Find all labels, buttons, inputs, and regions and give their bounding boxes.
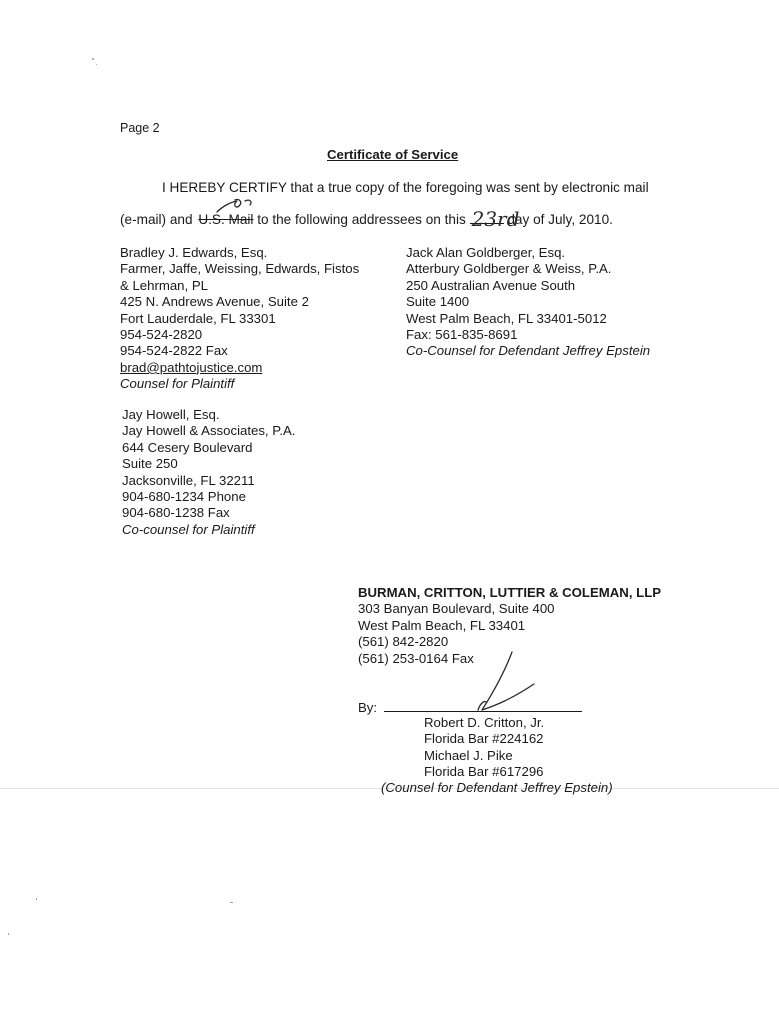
edwards-street: 425 N. Andrews Avenue, Suite 2 bbox=[120, 294, 309, 310]
firm-fax: (561) 253-0164 Fax bbox=[358, 650, 474, 666]
struck-delivery-method: U.S. Mail bbox=[198, 212, 254, 227]
date-blank bbox=[470, 207, 520, 231]
goldberger-role: Co-Counsel for Defendant Jeffrey Epstein bbox=[406, 343, 651, 359]
edwards-role: Counsel for Plaintiff bbox=[120, 376, 235, 392]
edwards-firm-cont: & Lehrman, PL bbox=[120, 277, 208, 293]
addressee-edwards bbox=[120, 245, 359, 393]
edwards-email-link[interactable]: brad@pathtojustice.com bbox=[120, 359, 263, 375]
goldberger-suite: Suite 1400 bbox=[406, 294, 470, 310]
goldberger-fax: Fax: 561-835-8691 bbox=[406, 327, 518, 343]
handwritten-signature bbox=[470, 648, 550, 716]
edwards-firm: Farmer, Jaffe, Weissing, Edwards, Fistos bbox=[120, 261, 360, 277]
firm-phone: (561) 842-2820 bbox=[358, 634, 449, 650]
certify-line-2 bbox=[120, 207, 613, 231]
edwards-name: Bradley J. Edwards, Esq. bbox=[120, 245, 268, 260]
signers-block bbox=[424, 715, 544, 781]
howell-suite: Suite 250 bbox=[122, 456, 178, 472]
scan-speck bbox=[92, 58, 94, 60]
edwards-phone: 954-524-2820 bbox=[120, 327, 203, 343]
firm-role: (Counsel for Defendant Jeffrey Epstein) bbox=[381, 780, 613, 795]
page-label: Page 2 bbox=[120, 121, 160, 135]
signer-critton-name: Robert D. Critton, Jr. bbox=[424, 715, 545, 730]
signer-critton-bar: Florida Bar #224162 bbox=[424, 731, 544, 747]
firm-name: BURMAN, CRITTON, LUTTIER & COLEMAN, LLP bbox=[358, 585, 662, 600]
scan-speck bbox=[96, 64, 97, 65]
by-label: By: bbox=[358, 700, 378, 715]
certify-line-1: I HEREBY CERTIFY that a true copy of the foregoing was sent by electronic mail bbox=[162, 180, 649, 195]
handwritten-date-day: 23rd bbox=[471, 207, 520, 231]
document-title: Certificate of Service bbox=[327, 147, 459, 162]
howell-fax: 904-680-1238 Fax bbox=[122, 505, 230, 521]
howell-city: Jacksonville, FL 32211 bbox=[122, 472, 255, 488]
howell-phone: 904-680-1234 Phone bbox=[122, 489, 246, 505]
howell-role: Co-counsel for Plaintiff bbox=[122, 521, 255, 537]
howell-street: 644 Cesery Boulevard bbox=[122, 439, 253, 455]
scan-speck bbox=[8, 933, 9, 935]
goldberger-firm: Atterbury Goldberger & Weiss, P.A. bbox=[406, 261, 612, 277]
goldberger-street: 250 Australian Avenue South bbox=[406, 277, 576, 293]
edwards-city: Fort Lauderdale, FL 33301 bbox=[120, 310, 276, 326]
handwritten-correction-mark bbox=[205, 196, 265, 218]
certify-pre-text: (e-mail) and bbox=[120, 212, 193, 227]
scan-speck bbox=[230, 902, 233, 903]
goldberger-city: West Palm Beach, FL 33401-5012 bbox=[406, 310, 607, 326]
addressee-howell bbox=[122, 407, 295, 538]
howell-firm: Jay Howell & Associates, P.A. bbox=[122, 423, 296, 439]
scan-speck bbox=[36, 898, 37, 900]
goldberger-name: Jack Alan Goldberger, Esq. bbox=[406, 245, 566, 260]
signer-pike-bar: Florida Bar #617296 bbox=[424, 764, 544, 780]
signer-pike-name: Michael J. Pike bbox=[424, 747, 513, 763]
certify-end-text: day of July, 2010. bbox=[507, 212, 613, 227]
edwards-fax: 954-524-2822 Fax bbox=[120, 343, 228, 359]
howell-name: Jay Howell, Esq. bbox=[122, 407, 220, 422]
firm-street: 303 Banyan Boulevard, Suite 400 bbox=[358, 601, 555, 617]
firm-city: West Palm Beach, FL 33401 bbox=[358, 617, 526, 633]
certify-post-text: to the following addressees on this bbox=[257, 212, 466, 227]
addressee-goldberger bbox=[406, 245, 650, 360]
